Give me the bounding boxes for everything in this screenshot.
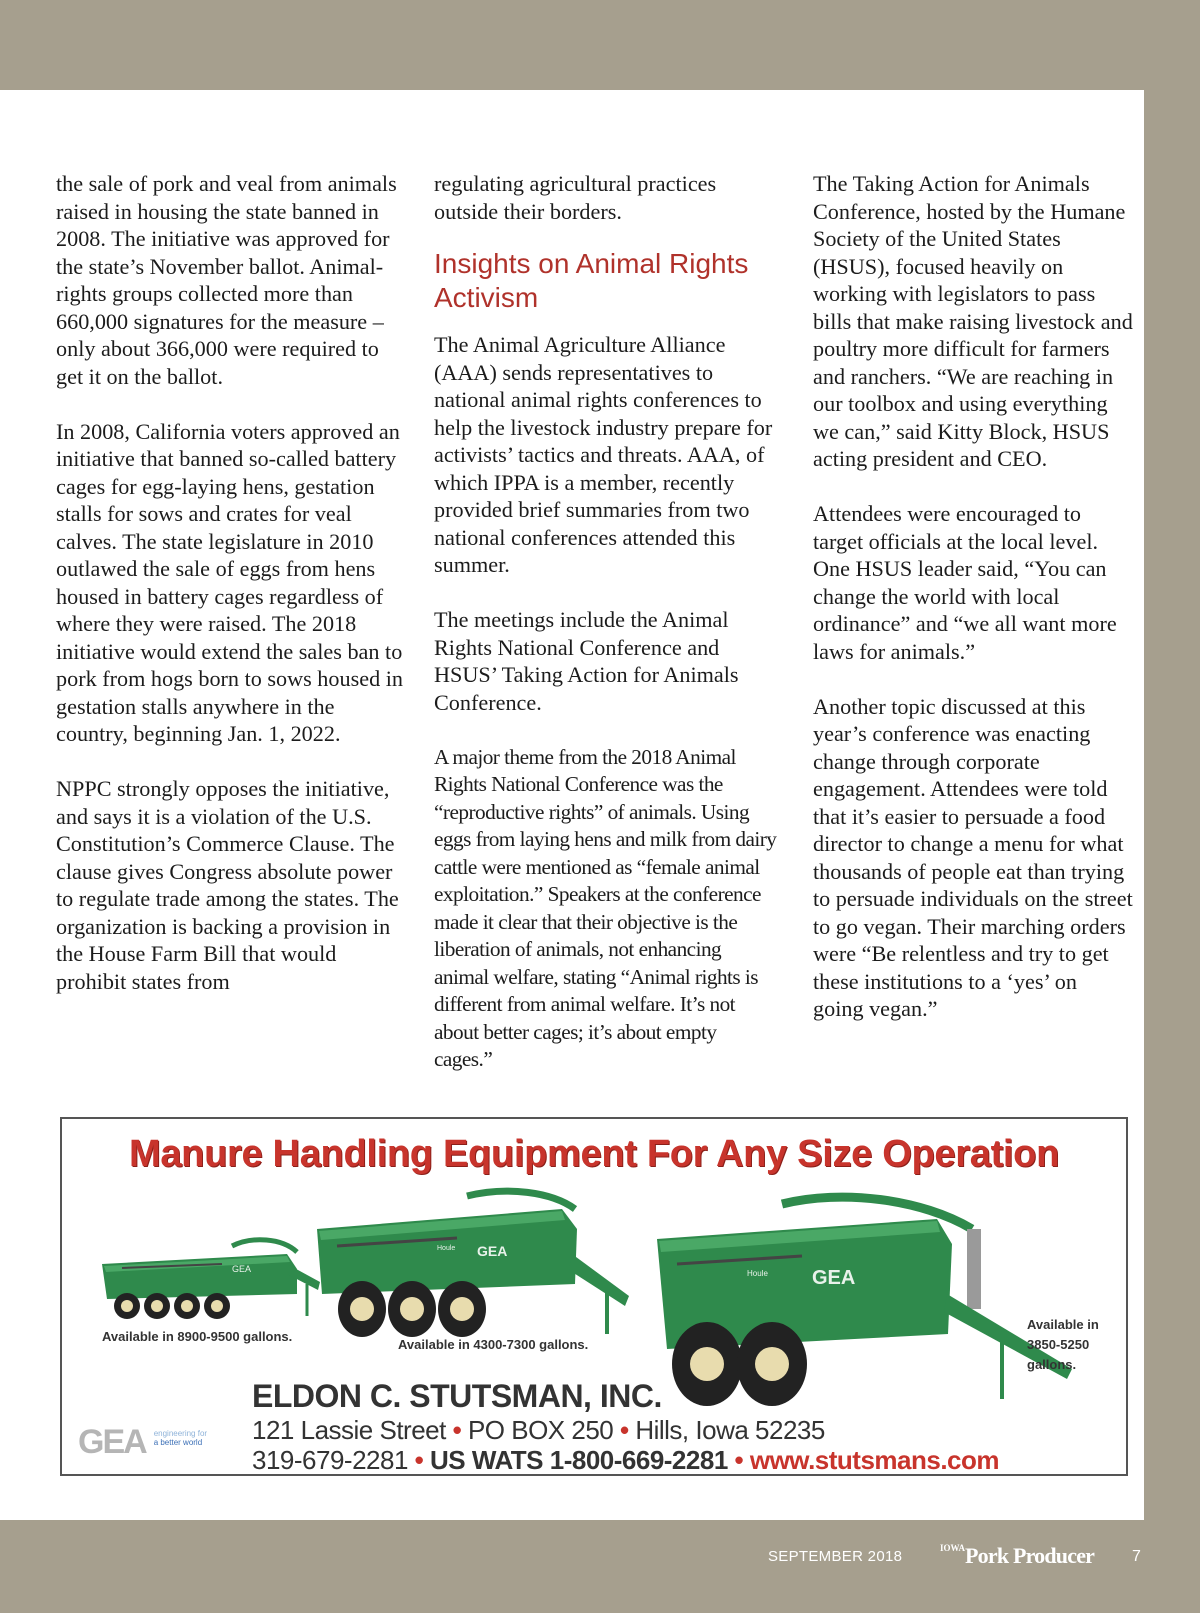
article-column-3 [813, 170, 1133, 1050]
company-info [252, 1377, 999, 1475]
medium-spreader-image [307, 1184, 637, 1344]
caption-line: 3850-5250 [1027, 1337, 1090, 1352]
paragraph: The meetings include the Animal Rights National Conference and HSUS’ Taking Action for Animals Conference. [434, 607, 739, 715]
magazine-page [0, 90, 1144, 1520]
paragraph: NPPC strongly opposes the initiative, and says it is a violation of the U.S. Constitution’s Commerce Clause. The clause gives Congress absolute power to regulate trade among the states. The organization is backing a provision in the House Farm Bill that would prohibit states from [56, 776, 399, 994]
publication-title: Pork Producer [965, 1543, 1095, 1568]
article-column-1 [56, 170, 406, 1023]
paragraph: In 2008, California voters approved an initiative that banned so-called battery cages for egg-laying hens, gestation stalls for sows and crates for veal calves. The state legislature in 2010 outlawed the sale of eggs from hens housed in battery cages regardless of where they were raised. The 2018 initiative would extend the sales ban to pork from hogs born to sows housed in gestation stalls anywhere in the country, beginning Jan. 1, 2022. [56, 418, 403, 746]
section-heading: Insights on Animal Rights Activism [434, 248, 749, 313]
advertisement [60, 1117, 1128, 1476]
paragraph: the sale of pork and veal from animals raised in housing the state banned in 2008. The initiative was approved for the state’s November ballot. Animal-rights groups collected more than 660,000 signatures for the measure – only about 366,000 were required to get it on the ballot. [56, 171, 397, 389]
publication-prefix: IOWA [940, 1543, 966, 1553]
ad-headline: Manure Handling Equipment For Any Size Operation [128, 1133, 1060, 1175]
paragraph: A major theme from the 2018 Animal Rights National Conference was the “reproductive rights” of animals. Using eggs from laying hens and milk from dairy cattle were mentioned as “female animal exploitation.” Speakers at the conference made it clear that their objective is the liberation of animals, not enhancing animal welfare, stating “Animal rights is different from animal welfare. It’s not about better cages; it’s about empty cages.” [434, 744, 777, 1071]
paragraph: regulating agricultural practices outside their borders. [434, 171, 717, 224]
street-address: 121 Lassie Street [252, 1415, 446, 1445]
city-state-zip: Hills, Iowa 52235 [635, 1415, 825, 1445]
publication-name [940, 1543, 1095, 1568]
phone-number: 319-679-2281 [252, 1445, 408, 1475]
tank-brand: GEA [812, 1267, 856, 1289]
medium-spreader-caption: Available in 4300-7300 gallons. [398, 1337, 589, 1352]
caption-line: Available in [1027, 1317, 1099, 1332]
company-name: ELDON C. STUTSMAN, INC. [252, 1378, 662, 1414]
tank-sub: Houle [437, 1245, 456, 1252]
caption-line: gallons. [1027, 1357, 1077, 1372]
paragraph: Another topic discussed at this year’s conference was enacting change through corporate engagement. Attendees were told that it’s easier to persuade a food director to change a menu for what thousands of people eat than trying to persuade individuals on the street to go vegan. Their marching orders were “Be relentless and try to get these institutions to a ‘yes’ on going vegan.” [813, 693, 1133, 1021]
po-box: PO BOX 250 [467, 1415, 614, 1445]
tank-sub: Houle [747, 1269, 768, 1278]
small-spreader-caption: Available in 8900-9500 gallons. [102, 1329, 293, 1344]
wats-number: US WATS 1-800-669-2281 [430, 1445, 728, 1475]
large-spreader-caption [1027, 1315, 1099, 1375]
tank-brand: GEA [477, 1243, 508, 1259]
gea-tagline: engineering for [153, 1429, 208, 1438]
large-spreader-image [652, 1184, 1092, 1409]
paragraph: The Taking Action for Animals Conference, hosted by the Humane Society of the United States (HSUS), focused heavily on working with legislators to pass bills that make raising livestock and poultry more difficult for farmers and ranchers. “We are reaching in our toolbox and using everything we can,” said Kitty Block, HSUS acting president and CEO. [813, 171, 1133, 471]
tank-brand: GEA [232, 1264, 252, 1274]
website-link[interactable]: www.stutsmans.com [749, 1445, 1000, 1475]
issue-date: SEPTEMBER 2018 [768, 1548, 903, 1565]
gea-logo-text: GEA [78, 1423, 146, 1461]
gea-tagline: a better world [153, 1438, 203, 1447]
paragraph: The Animal Agriculture Alliance (AAA) sends representatives to national animal rights conferences to help the livestock industry prepare for activists’ tactics and threats. AAA, of which IPPA is a member, recently provided brief summaries from two national conferences attended this summer. [434, 332, 773, 577]
article-column-2 [434, 170, 779, 1101]
small-spreader-image [82, 1224, 322, 1334]
page-number: 7 [1132, 1548, 1141, 1565]
contact-line: 319-679-2281 • US WATS 1-800-669-2281 • www.stutsmans.com [252, 1445, 1000, 1475]
address-line: 121 Lassie Street • PO BOX 250 • Hills, Iowa 52235 [252, 1415, 825, 1445]
paragraph: Attendees were encouraged to target officials at the local level. One HSUS leader said, “You can change the world with local ordinance” and “we all want more laws for animals.” [813, 501, 1117, 664]
gea-logo [78, 1423, 207, 1462]
